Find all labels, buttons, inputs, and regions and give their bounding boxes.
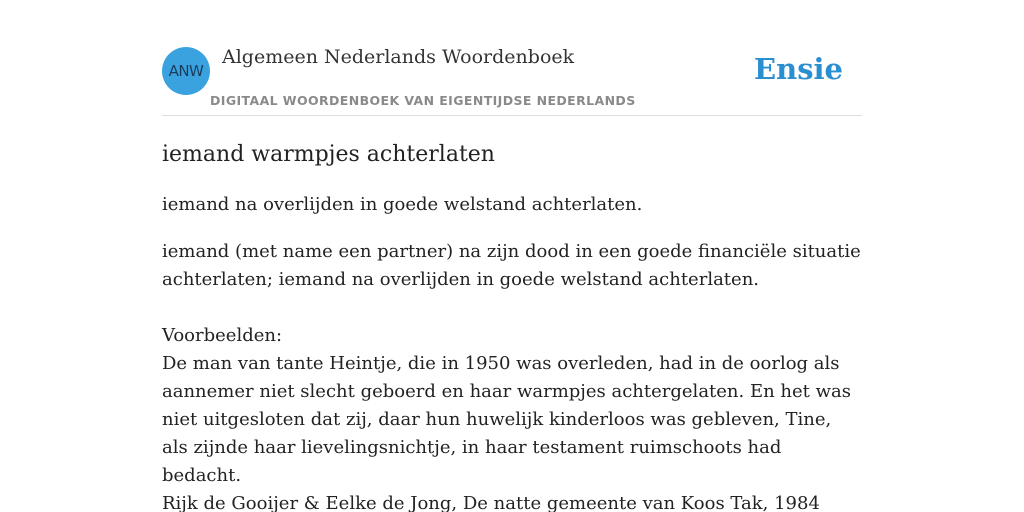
ensie-brand-link[interactable]: Ensie — [754, 52, 843, 86]
dictionary-title[interactable]: Algemeen Nederlands Woordenboek — [222, 46, 575, 68]
short-definition: iemand na overlijden in goede welstand achterlaten. — [162, 194, 643, 215]
long-definition: iemand (met name een partner) na zijn dood in een goede financiële situatie achterlaten; iemand na overlijden in goede welstand achterlaten. — [162, 241, 861, 290]
entry-content — [162, 139, 862, 512]
entry-headword: iemand warmpjes achterlaten — [162, 142, 495, 167]
dictionary-subtitle: DIGITAAL WOORDENBOEK VAN EIGENTIJDSE NEDERLANDS — [210, 93, 636, 108]
header-divider — [162, 115, 862, 116]
anw-logo[interactable] — [162, 47, 210, 95]
examples-label: Voorbeelden: — [162, 325, 283, 346]
example-source: Rijk de Gooijer & Eelke de Jong, De natte gemeente van Koos Tak, 1984 — [162, 493, 820, 512]
anw-logo-text: ANW — [168, 62, 204, 80]
examples-section — [162, 322, 862, 512]
example-text: De man van tante Heintje, die in 1950 was overleden, had in de oorlog als aannemer niet slecht geboerd en haar warmpjes achtergelaten. En het was niet uitgesloten dat zij, daar hun huwelijk kinderloos was gebleven, Tine, als zijnde haar lievelingsnichtje, in haar testament ruimschoots had bedacht. — [162, 353, 852, 486]
